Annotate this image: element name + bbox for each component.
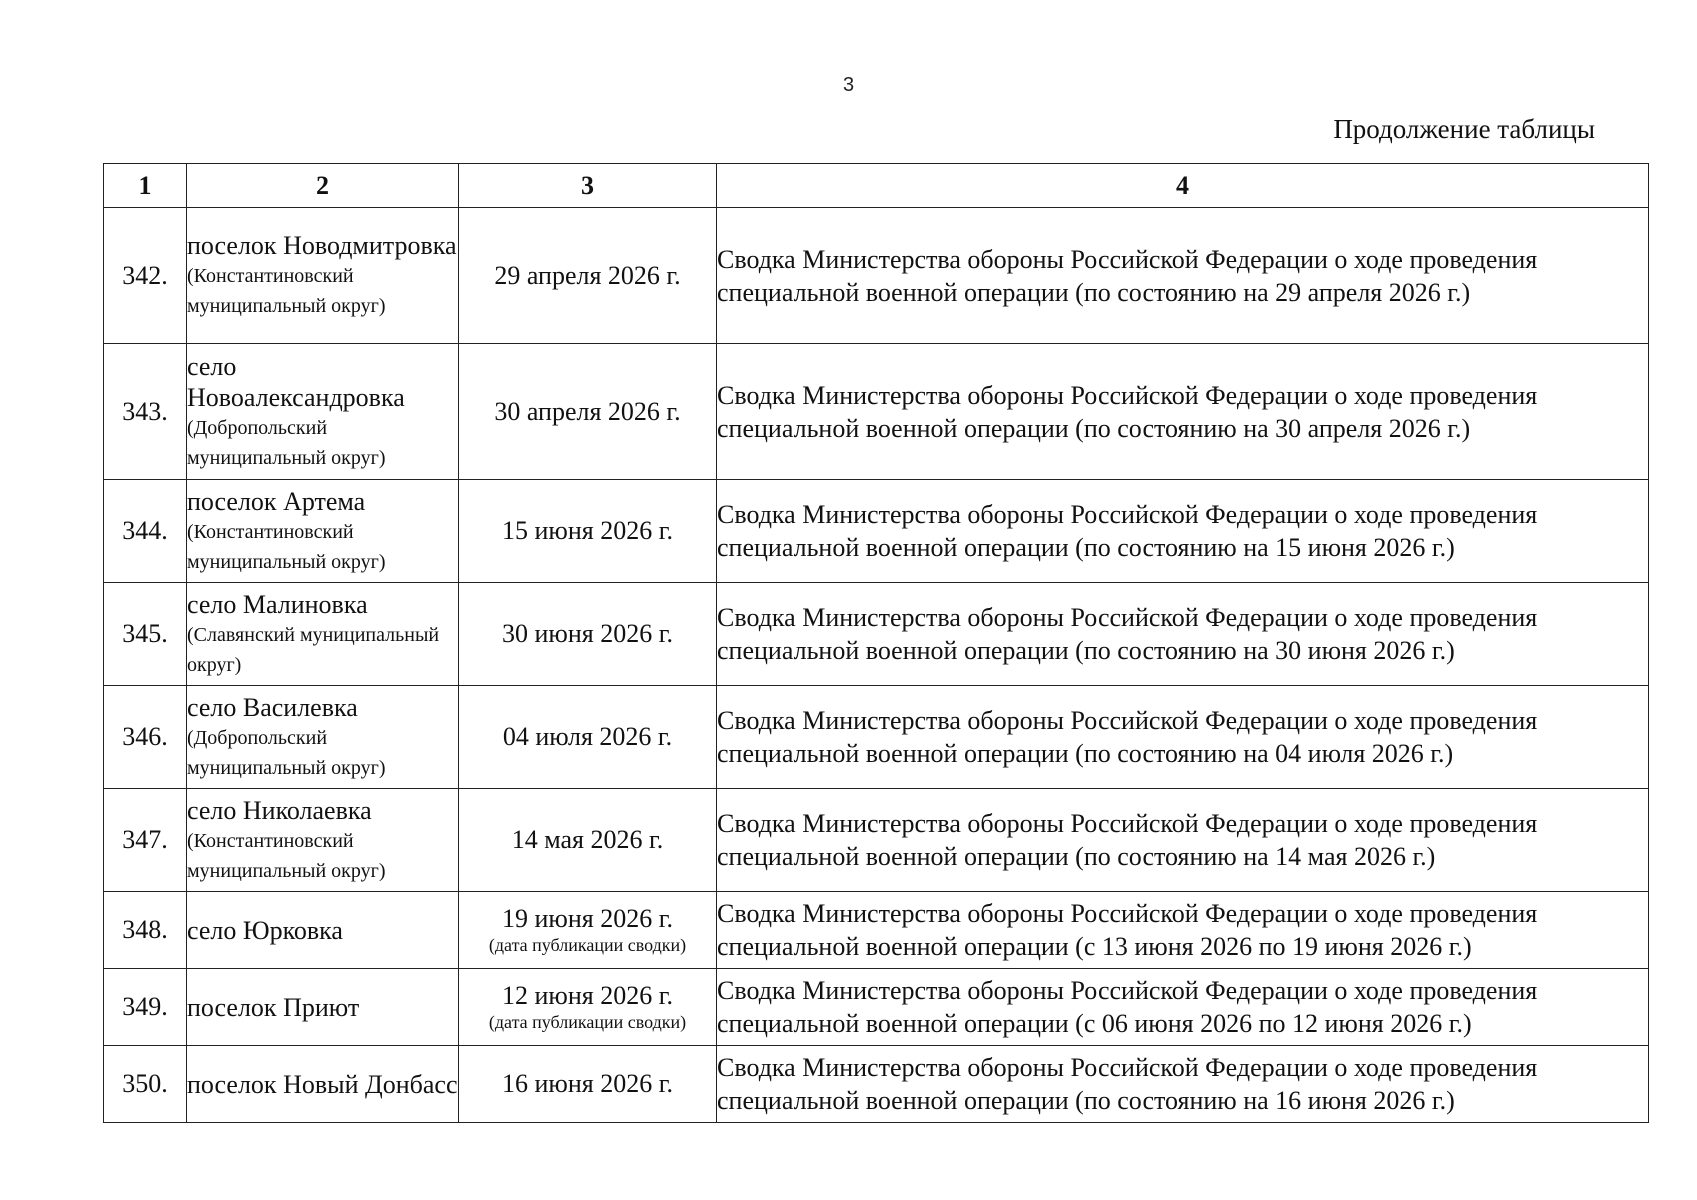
source-cell: Сводка Министерства обороны Российской Федерации о ходе проведения специальной военной операции (с 13 июня 2026 по 19 июня 2026 г.) bbox=[717, 892, 1649, 969]
settlement-cell bbox=[187, 892, 459, 969]
row-number: 342. bbox=[104, 208, 187, 344]
row-number: 345. bbox=[104, 583, 187, 686]
date-value: 29 апреля 2026 г. bbox=[494, 260, 681, 290]
table-row bbox=[104, 208, 1649, 344]
date-value: 12 июня 2026 г. bbox=[502, 981, 673, 1010]
date-value: 16 июня 2026 г. bbox=[502, 1069, 673, 1098]
table-row bbox=[104, 1046, 1649, 1123]
row-number: 349. bbox=[104, 969, 187, 1046]
settlement-cell bbox=[187, 686, 459, 789]
source-cell: Сводка Министерства обороны Российской Федерации о ходе проведения специальной военной операции (по состоянию на 29 апреля 2026 г.) bbox=[717, 208, 1649, 344]
district-name: (Славянский муниципальный округ) bbox=[187, 623, 440, 676]
settlement-name: поселок Артема bbox=[187, 486, 366, 516]
row-number: 346. bbox=[104, 686, 187, 789]
table-row bbox=[104, 789, 1649, 892]
table-row bbox=[104, 583, 1649, 686]
settlement-name: село Малиновка bbox=[187, 589, 368, 619]
continuation-label: Продолжение таблицы bbox=[1333, 114, 1595, 144]
date-value: 30 апреля 2026 г. bbox=[494, 396, 681, 426]
settlement-cell bbox=[187, 344, 459, 480]
settlement-name: село Василевка bbox=[187, 692, 358, 722]
date-cell bbox=[459, 480, 717, 583]
settlement-name: село Юрковка bbox=[187, 915, 343, 945]
date-cell bbox=[459, 892, 717, 969]
table-row bbox=[104, 892, 1649, 969]
header-row bbox=[104, 164, 1649, 208]
date-cell bbox=[459, 583, 717, 686]
header-cell: 4 bbox=[717, 164, 1649, 208]
date-cell bbox=[459, 969, 717, 1046]
source-cell: Сводка Министерства обороны Российской Федерации о ходе проведения специальной военной операции (с 06 июня 2026 по 12 июня 2026 г.) bbox=[717, 969, 1649, 1046]
source-cell: Сводка Министерства обороны Российской Федерации о ходе проведения специальной военной операции (по состоянию на 16 июня 2026 г.) bbox=[717, 1046, 1649, 1123]
date-cell bbox=[459, 344, 717, 480]
settlement-cell bbox=[187, 480, 459, 583]
date-value: 19 июня 2026 г. bbox=[502, 904, 673, 933]
settlement-cell bbox=[187, 583, 459, 686]
date-cell bbox=[459, 208, 717, 344]
settlement-name: поселок Новодмитровка bbox=[187, 231, 457, 260]
row-number: 350. bbox=[104, 1046, 187, 1123]
page-number: 3 bbox=[842, 74, 855, 96]
table-row bbox=[104, 686, 1649, 789]
row-number: 347. bbox=[104, 789, 187, 892]
source-cell: Сводка Министерства обороны Российской Федерации о ходе проведения специальной военной операции (по состоянию на 30 апреля 2026 г.) bbox=[717, 344, 1649, 480]
settlement-cell bbox=[187, 789, 459, 892]
row-number: 343. bbox=[104, 344, 187, 480]
source-cell: Сводка Министерства обороны Российской Федерации о ходе проведения специальной военной операции (по состоянию на 04 июля 2026 г.) bbox=[717, 686, 1649, 789]
date-value: 04 июля 2026 г. bbox=[502, 722, 673, 751]
header-cell: 3 bbox=[459, 164, 717, 208]
district-name: (Добропольский муниципальный округ) bbox=[187, 416, 386, 469]
date-cell bbox=[459, 1046, 717, 1123]
date-cell bbox=[459, 789, 717, 892]
source-cell: Сводка Министерства обороны Российской Федерации о ходе проведения специальной военной операции (по состоянию на 30 июня 2026 г.) bbox=[717, 583, 1649, 686]
table-row bbox=[104, 480, 1649, 583]
district-name: (Константиновский муниципальный округ) bbox=[187, 829, 386, 882]
header-cell: 1 bbox=[104, 164, 187, 208]
date-value: 15 июня 2026 г. bbox=[502, 516, 673, 545]
source-cell: Сводка Министерства обороны Российской Федерации о ходе проведения специальной военной операции (по состоянию на 14 мая 2026 г.) bbox=[717, 789, 1649, 892]
date-value: 14 мая 2026 г. bbox=[511, 825, 664, 854]
date-note: (дата публикации сводки) bbox=[488, 1012, 687, 1032]
settlement-cell bbox=[187, 969, 459, 1046]
header-cell: 2 bbox=[187, 164, 459, 208]
district-name: (Добропольский муниципальный округ) bbox=[187, 726, 386, 779]
data-table bbox=[103, 163, 1649, 1123]
settlement-name: село Новоалександровка bbox=[187, 351, 405, 412]
district-name: (Константиновский муниципальный округ) bbox=[187, 265, 386, 317]
row-number: 348. bbox=[104, 892, 187, 969]
date-cell bbox=[459, 686, 717, 789]
settlement-cell bbox=[187, 1046, 459, 1123]
settlement-cell bbox=[187, 208, 459, 344]
table-row bbox=[104, 344, 1649, 480]
date-note: (дата публикации сводки) bbox=[488, 935, 687, 955]
district-name: (Константиновский муниципальный округ) bbox=[187, 520, 386, 573]
settlement-name: село Николаевка bbox=[187, 795, 372, 825]
settlement-name: поселок Приют bbox=[187, 992, 360, 1022]
source-cell: Сводка Министерства обороны Российской Федерации о ходе проведения специальной военной операции (по состоянию на 15 июня 2026 г.) bbox=[717, 480, 1649, 583]
row-number: 344. bbox=[104, 480, 187, 583]
table-row bbox=[104, 969, 1649, 1046]
date-value: 30 июня 2026 г. bbox=[502, 619, 673, 648]
settlement-name: поселок Новый Донбасс bbox=[187, 1069, 458, 1099]
